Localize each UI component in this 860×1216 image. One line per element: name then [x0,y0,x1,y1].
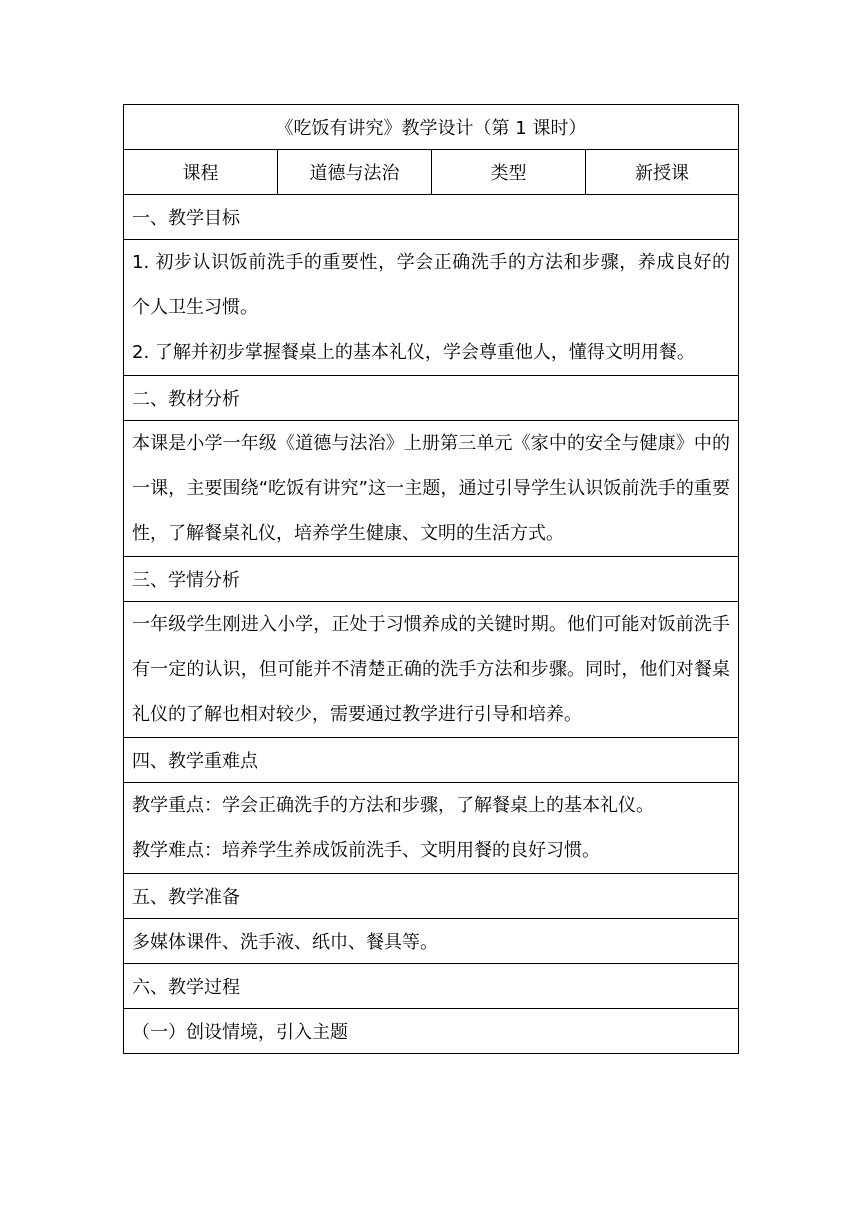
key-focus: 教学重点：学会正确洗手的方法和步骤，了解餐桌上的基本礼仪。 [132,795,654,816]
goals-heading: 一、教学目标 [124,195,739,240]
goal-item: 2. 了解并初步掌握餐桌上的基本礼仪，学会尊重他人，懂得文明用餐。 [132,342,695,363]
goals-content [124,240,739,376]
course-label: 课程 [124,150,278,195]
preparation-text: 多媒体课件、洗手液、纸巾、餐具等。 [124,919,739,964]
lesson-plan-table [123,104,739,1054]
material-text: 本课是小学一年级《道德与法治》上册第三单元《家中的安全与健康》中的一课，主要围绕“吃饭有讲究”这一主题，通过引导学生认识饭前洗手的重要性，了解餐桌礼仪，培养学生健康、文明的生活方式。 [124,421,739,557]
students-text: 一年级学生刚进入小学，正处于习惯养成的关键时期。他们可能对饭前洗手有一定的认识，但可能并不清楚正确的洗手方法和步骤。同时，他们对餐桌礼仪的了解也相对较少，需要通过教学进行引导和培养。 [124,602,739,738]
key-difficulty: 教学难点：培养学生养成饭前洗手、文明用餐的良好习惯。 [132,840,600,861]
document-title: 《吃饭有讲究》教学设计（第 1 课时） [124,105,739,150]
type-value: 新授课 [586,150,739,195]
type-label: 类型 [432,150,586,195]
course-value: 道德与法治 [278,150,432,195]
preparation-heading: 五、教学准备 [124,874,739,919]
material-heading: 二、教材分析 [124,376,739,421]
process-heading: 六、教学过程 [124,964,739,1009]
process-step-1: （一）创设情境，引入主题 [124,1009,739,1054]
keypoints-heading: 四、教学重难点 [124,738,739,783]
students-heading: 三、学情分析 [124,557,739,602]
goal-item: 1. 初步认识饭前洗手的重要性，学会正确洗手的方法和步骤，养成良好的个人卫生习惯。 [132,252,731,318]
keypoints-content [124,783,739,874]
